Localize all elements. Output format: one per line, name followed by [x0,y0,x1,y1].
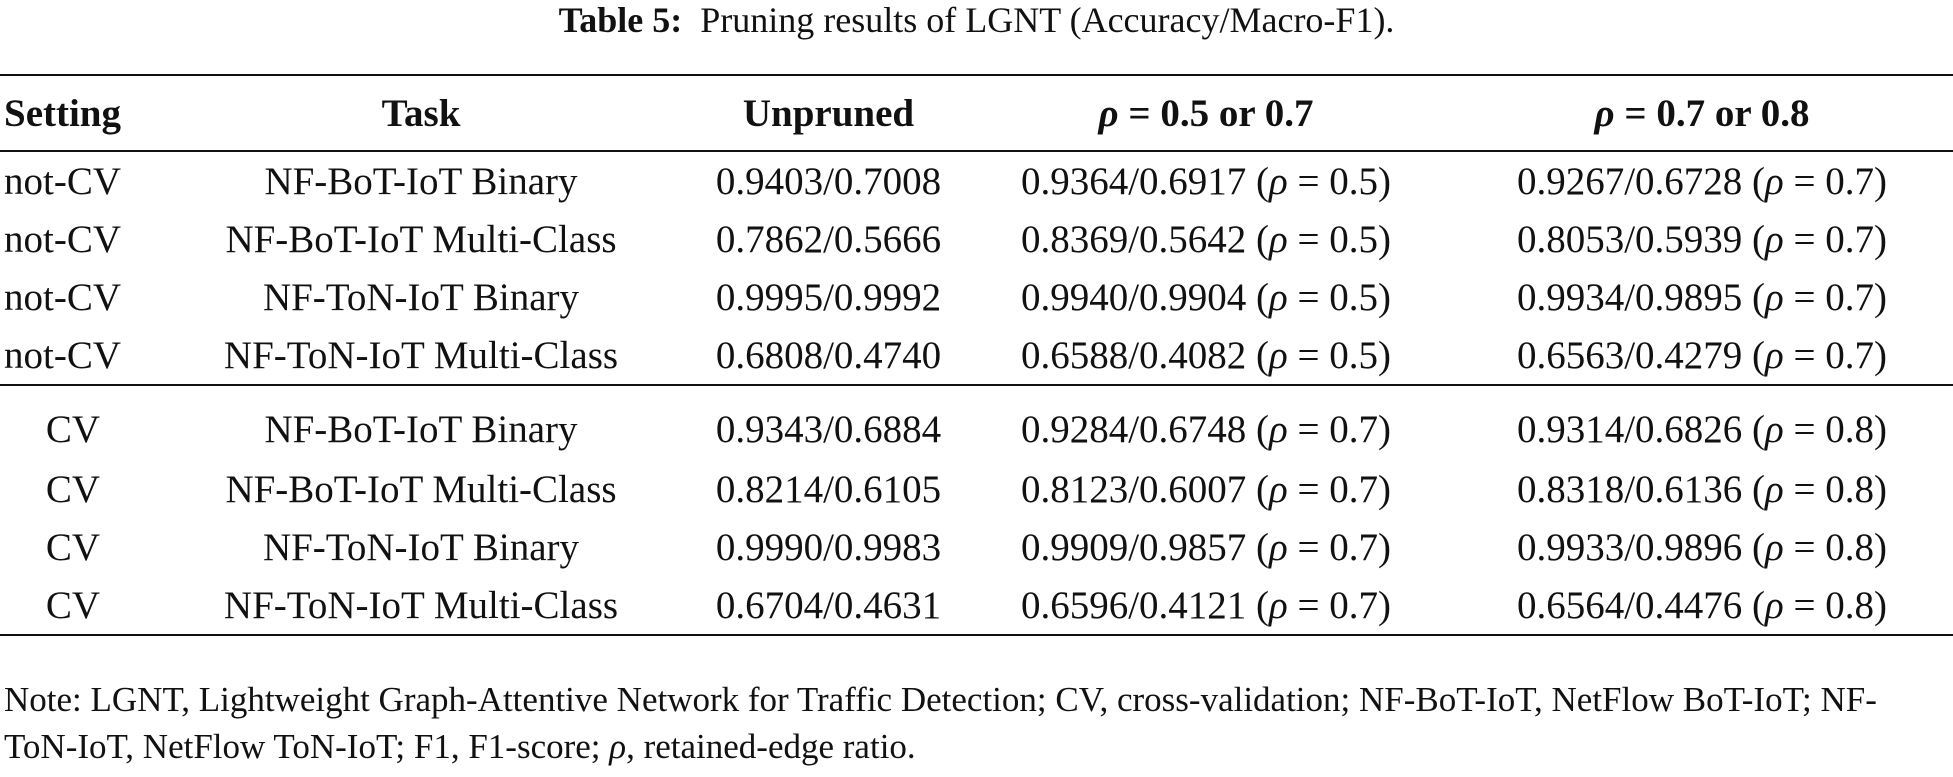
cell-task: NF-ToN-IoT Multi-Class [146,326,696,385]
cell-setting: CV [0,576,146,635]
cell-ratio-2 [1451,268,1953,326]
cell-ratio-1 [961,385,1451,460]
cell-ratio-1 [961,576,1451,635]
cell-task: NF-BoT-IoT Binary [264,407,578,451]
cell-ratio-symbol: ρ [1269,407,1288,451]
cell-setting: CV [45,525,101,569]
cell-ratio-symbol: ρ [1269,333,1288,377]
header-row [0,75,1953,151]
cell-ratio-eq: = 0.7) [1783,333,1888,377]
table-row [0,151,1953,210]
cell-ratio-value: 0.9909/0.9857 ( [1020,525,1270,569]
header-task: Task [146,75,696,151]
header-setting: Setting [0,75,146,151]
cell-ratio-value: 0.9940/0.9904 ( [1020,275,1270,319]
cell-setting: not-CV [4,217,121,261]
cell-ratio-2 [1451,518,1953,576]
header-unpruned: Unpruned [696,75,961,151]
cell-ratio-1 [961,460,1451,518]
table-body [0,151,1953,635]
table-row [0,268,1953,326]
cell-ratio-symbol: ρ [1765,467,1784,511]
cell-setting: not-CV [0,326,146,385]
cell-ratio-eq: = 0.5) [1287,217,1392,261]
cell-ratio-eq: = 0.7) [1783,217,1888,261]
cell-ratio-value: 0.8053/0.5939 ( [1516,217,1766,261]
cell-ratio-1 [961,268,1451,326]
cell-task: NF-ToN-IoT Binary [262,275,580,319]
cell-ratio-value: 0.6564/0.4476 ( [1516,583,1766,627]
cell-unpruned: 0.9995/0.9992 [715,275,942,319]
cell-task: NF-BoT-IoT Multi-Class [225,217,617,261]
cell-ratio-symbol: ρ [1269,159,1288,203]
cell-ratio-eq: = 0.7) [1287,467,1392,511]
cell-unpruned: 0.6704/0.4631 [696,576,961,635]
caption-label: Table 5: [558,0,683,40]
cell-ratio-symbol: ρ [1269,525,1288,569]
cell-task: NF-BoT-IoT Binary [264,159,578,203]
cell-ratio-eq: = 0.5) [1287,275,1392,319]
cell-ratio-symbol: ρ [1765,217,1784,261]
table-row [0,326,1953,385]
cell-ratio-symbol: ρ [1765,525,1784,569]
cell-task: NF-ToN-IoT Multi-Class [146,576,696,635]
table-caption [0,0,1953,40]
note-text-before: Note: LGNT, Lightweight Graph-Attentive Network for Traffic Detection; CV, cross-validation; NF-BoT-IoT, NetFlow BoT-IoT; NF-ToN-IoT, NetFlow ToN-IoT; F1, F1-score; [4,680,1877,766]
cell-ratio-symbol: ρ [1765,159,1784,203]
cell-ratio-1 [961,210,1451,268]
cell-ratio-eq: = 0.7) [1287,583,1392,627]
header-ratio-2-symbol: ρ [1594,91,1615,135]
cell-task: NF-ToN-IoT Binary [262,525,580,569]
cell-ratio-symbol: ρ [1269,217,1288,261]
cell-ratio-2 [1451,576,1953,635]
cell-ratio-2 [1451,385,1953,460]
cell-unpruned: 0.7862/0.5666 [715,217,942,261]
header-ratio-2 [1451,75,1953,151]
cell-ratio-value: 0.9267/0.6728 ( [1516,159,1766,203]
cell-ratio-value: 0.9364/0.6917 ( [1020,159,1270,203]
cell-setting: CV [45,467,101,511]
cell-ratio-eq: = 0.8) [1783,583,1888,627]
cell-ratio-symbol: ρ [1765,407,1784,451]
cell-ratio-2 [1451,151,1953,210]
cell-setting: not-CV [4,159,121,203]
cell-ratio-eq: = 0.8) [1783,407,1888,451]
cell-task: NF-BoT-IoT Multi-Class [225,467,617,511]
cell-ratio-symbol: ρ [1269,467,1288,511]
cell-ratio-value: 0.9933/0.9896 ( [1516,525,1766,569]
cell-ratio-eq: = 0.7) [1783,159,1888,203]
table-row [0,460,1953,518]
table-row [0,576,1953,635]
cell-ratio-2 [1451,460,1953,518]
cell-unpruned: 0.9343/0.6884 [715,407,942,451]
table-note [4,676,1949,770]
cell-ratio-eq: = 0.5) [1287,159,1392,203]
cell-ratio-value: 0.6563/0.4279 ( [1516,333,1766,377]
cell-ratio-symbol: ρ [1765,275,1784,319]
header-ratio-1-symbol: ρ [1098,91,1119,135]
cell-ratio-value: 0.9284/0.6748 ( [1020,407,1270,451]
cell-ratio-2 [1451,210,1953,268]
caption-text: Pruning results of LGNT (Accuracy/Macro-F1). [700,0,1395,40]
cell-ratio-value: 0.8318/0.6136 ( [1516,467,1766,511]
cell-ratio-eq: = 0.8) [1783,467,1888,511]
cell-ratio-value: 0.6596/0.4121 ( [1020,583,1270,627]
cell-unpruned: 0.8214/0.6105 [715,467,942,511]
cell-ratio-symbol: ρ [1269,275,1288,319]
cell-setting: CV [45,407,101,451]
table-row [0,518,1953,576]
cell-ratio-value: 0.8369/0.5642 ( [1020,217,1270,261]
cell-ratio-value: 0.9314/0.6826 ( [1516,407,1766,451]
cell-ratio-1 [961,518,1451,576]
note-text-after: , retained-edge ratio. [626,727,916,766]
cell-ratio-eq: = 0.5) [1287,333,1392,377]
header-ratio-2-text: = 0.7 or 0.8 [1614,91,1810,135]
header-ratio-1-text: = 0.5 or 0.7 [1118,91,1314,135]
cell-ratio-1 [961,326,1451,385]
cell-setting: not-CV [4,275,121,319]
cell-ratio-eq: = 0.7) [1287,525,1392,569]
cell-ratio-symbol: ρ [1765,333,1784,377]
cell-unpruned: 0.9990/0.9983 [715,525,942,569]
cell-ratio-1 [961,151,1451,210]
cell-ratio-value: 0.8123/0.6007 ( [1020,467,1270,511]
cell-ratio-symbol: ρ [1765,583,1784,627]
cell-ratio-eq: = 0.7) [1287,407,1392,451]
cell-unpruned: 0.6808/0.4740 [696,326,961,385]
cell-unpruned: 0.9403/0.7008 [715,159,942,203]
cell-ratio-2 [1451,326,1953,385]
cell-ratio-value: 0.6588/0.4082 ( [1020,333,1270,377]
cell-ratio-eq: = 0.8) [1783,525,1888,569]
note-rho-symbol: ρ [609,727,627,766]
results-table [0,74,1953,636]
cell-ratio-eq: = 0.7) [1783,275,1888,319]
table-row [0,385,1953,460]
cell-ratio-symbol: ρ [1269,583,1288,627]
header-ratio-1 [961,75,1451,151]
table-row [0,210,1953,268]
cell-ratio-value: 0.9934/0.9895 ( [1516,275,1766,319]
